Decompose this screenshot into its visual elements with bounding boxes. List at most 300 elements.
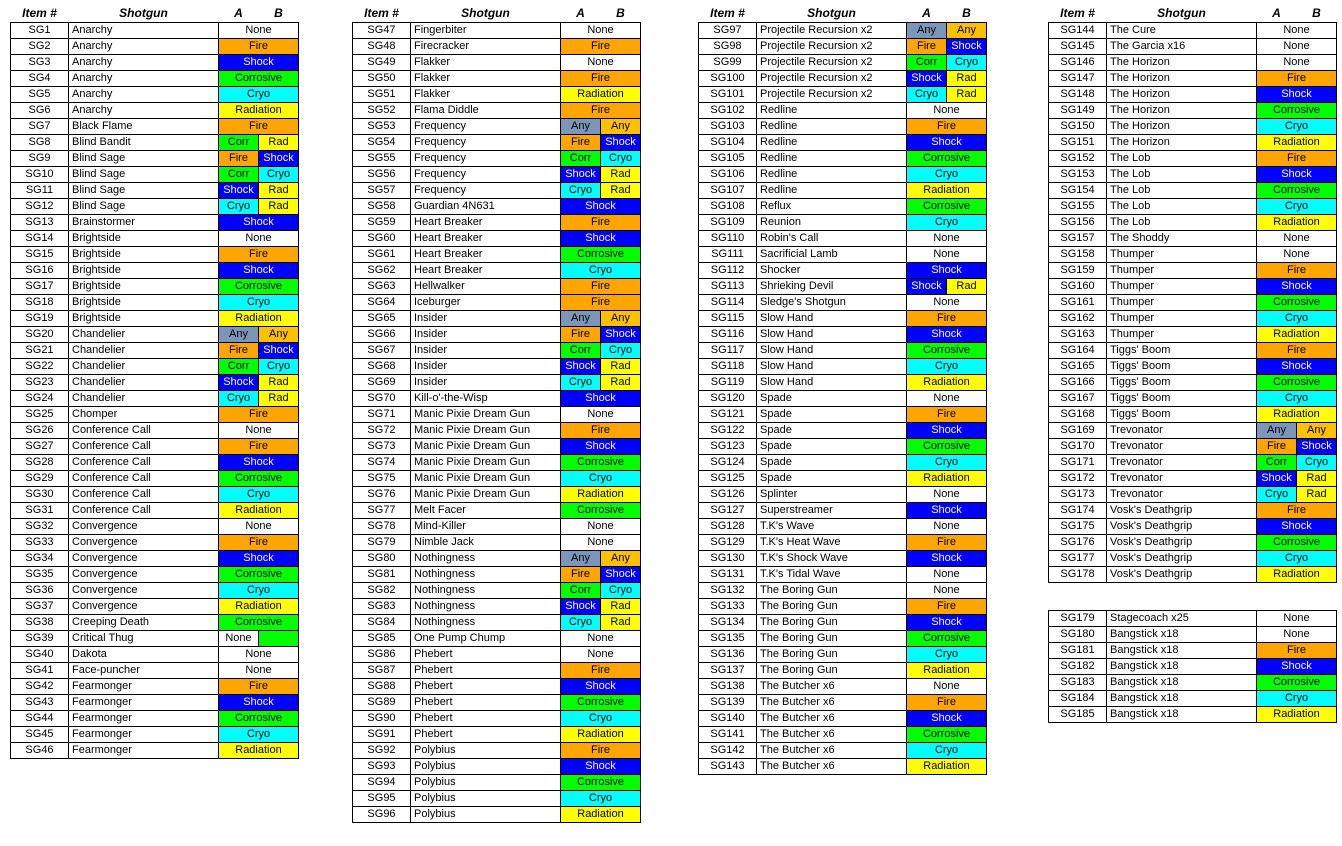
item-number-cell[interactable]: SG113 (699, 278, 757, 294)
item-number-cell[interactable]: SG138 (699, 678, 757, 694)
item-number-cell[interactable]: SG183 (1049, 675, 1107, 691)
shotgun-name-cell[interactable]: Tiggs' Boom (1107, 390, 1257, 406)
element-cell-fire[interactable]: Fire (219, 38, 299, 54)
item-number-cell[interactable]: SG92 (353, 742, 411, 758)
element-cell-cryo[interactable]: Cryo (561, 614, 601, 630)
element-cell-corrosive[interactable]: Corrosive (561, 454, 641, 470)
item-number-cell[interactable]: SG74 (353, 454, 411, 470)
shotgun-name-cell[interactable]: Polybius (411, 806, 561, 822)
shotgun-name-cell[interactable]: Fearmonger (69, 678, 219, 694)
shotgun-name-cell[interactable]: Convergence (69, 518, 219, 534)
item-number-cell[interactable]: SG169 (1049, 422, 1107, 438)
shotgun-name-cell[interactable]: Polybius (411, 758, 561, 774)
element-cell-corrosive[interactable]: Corrosive (219, 614, 299, 630)
item-number-cell[interactable]: SG127 (699, 502, 757, 518)
item-number-cell[interactable]: SG94 (353, 774, 411, 790)
element-cell-corrosive[interactable]: Corrosive (219, 278, 299, 294)
item-number-cell[interactable]: SG61 (353, 246, 411, 262)
item-number-cell[interactable]: SG128 (699, 518, 757, 534)
shotgun-name-cell[interactable]: Vosk's Deathgrip (1107, 502, 1257, 518)
item-number-cell[interactable]: SG149 (1049, 102, 1107, 118)
element-cell-shock[interactable]: Shock (947, 38, 987, 54)
shotgun-name-cell[interactable]: Redline (757, 134, 907, 150)
item-number-cell[interactable]: SG112 (699, 262, 757, 278)
element-cell-corrosive[interactable]: Corrosive (219, 470, 299, 486)
shotgun-name-cell[interactable]: T.K's Heat Wave (757, 534, 907, 550)
shotgun-name-cell[interactable]: Robin's Call (757, 230, 907, 246)
element-cell-cryo[interactable]: Cryo (1257, 390, 1337, 406)
item-number-cell[interactable]: SG124 (699, 454, 757, 470)
shotgun-name-cell[interactable]: The Lob (1107, 214, 1257, 230)
element-cell-any_b[interactable]: Any (259, 326, 299, 342)
element-cell-corrosive[interactable]: Corr (1257, 454, 1297, 470)
shotgun-name-cell[interactable]: Manic Pixie Dream Gun (411, 422, 561, 438)
item-number-cell[interactable]: SG63 (353, 278, 411, 294)
element-cell-corrosive[interactable]: Corrosive (1257, 102, 1337, 118)
shotgun-name-cell[interactable]: Fingerbiter (411, 22, 561, 38)
shotgun-name-cell[interactable]: Trevonator (1107, 422, 1257, 438)
shotgun-name-cell[interactable]: Frequency (411, 134, 561, 150)
item-number-cell[interactable]: SG98 (699, 38, 757, 54)
item-number-cell[interactable]: SG139 (699, 694, 757, 710)
element-cell-radiation[interactable]: Radiation (561, 486, 641, 502)
shotgun-name-cell[interactable]: Tiggs' Boom (1107, 342, 1257, 358)
item-number-cell[interactable]: SG172 (1049, 470, 1107, 486)
element-cell-fire[interactable]: Fire (561, 102, 641, 118)
column-header-element-a[interactable]: A (1257, 5, 1297, 22)
element-cell-cryo[interactable]: Cryo (601, 342, 641, 358)
element-cell-corrosive[interactable]: Corr (561, 582, 601, 598)
shotgun-name-cell[interactable]: Thumper (1107, 326, 1257, 342)
item-number-cell[interactable]: SG14 (11, 230, 69, 246)
shotgun-name-cell[interactable]: Conference Call (69, 502, 219, 518)
item-number-cell[interactable]: SG79 (353, 534, 411, 550)
item-number-cell[interactable]: SG168 (1049, 406, 1107, 422)
shotgun-name-cell[interactable]: T.K's Shock Wave (757, 550, 907, 566)
item-number-cell[interactable]: SG162 (1049, 310, 1107, 326)
element-cell-fire[interactable]: Fire (1257, 342, 1337, 358)
element-cell-corrosive[interactable]: Corrosive (561, 774, 641, 790)
item-number-cell[interactable]: SG108 (699, 198, 757, 214)
element-cell-cryo[interactable]: Cryo (259, 358, 299, 374)
shotgun-name-cell[interactable]: Slow Hand (757, 374, 907, 390)
element-cell-none[interactable]: None (907, 678, 987, 694)
element-cell-corrosive[interactable]: Corr (219, 358, 259, 374)
item-number-cell[interactable]: SG150 (1049, 118, 1107, 134)
shotgun-name-cell[interactable]: Thumper (1107, 294, 1257, 310)
shotgun-name-cell[interactable]: Flakker (411, 70, 561, 86)
shotgun-name-cell[interactable]: Manic Pixie Dream Gun (411, 470, 561, 486)
element-cell-shock[interactable]: Shock (561, 438, 641, 454)
shotgun-name-cell[interactable]: Frequency (411, 182, 561, 198)
element-cell-radiation[interactable]: Rad (947, 278, 987, 294)
element-cell-shock[interactable]: Shock (1257, 358, 1337, 374)
shotgun-name-cell[interactable]: Anarchy (69, 54, 219, 70)
element-cell-none[interactable]: None (219, 662, 299, 678)
item-number-cell[interactable]: SG102 (699, 102, 757, 118)
element-cell-shock[interactable]: Shock (1297, 438, 1337, 454)
element-cell-corrosive[interactable]: Corrosive (561, 246, 641, 262)
shotgun-name-cell[interactable]: Conference Call (69, 422, 219, 438)
shotgun-name-cell[interactable]: Projectile Recursion x2 (757, 54, 907, 70)
item-number-cell[interactable]: SG4 (11, 70, 69, 86)
shotgun-name-cell[interactable]: Redline (757, 182, 907, 198)
element-cell-cryo[interactable]: Cryo (259, 166, 299, 182)
item-number-cell[interactable]: SG135 (699, 630, 757, 646)
shotgun-name-cell[interactable]: Spade (757, 470, 907, 486)
item-number-cell[interactable]: SG86 (353, 646, 411, 662)
shotgun-name-cell[interactable]: Chandelier (69, 326, 219, 342)
item-number-cell[interactable]: SG179 (1049, 611, 1107, 627)
item-number-cell[interactable]: SG164 (1049, 342, 1107, 358)
element-cell-fire[interactable]: Fire (907, 38, 947, 54)
item-number-cell[interactable]: SG99 (699, 54, 757, 70)
item-number-cell[interactable]: SG129 (699, 534, 757, 550)
element-cell-corrosive[interactable]: Corr (219, 134, 259, 150)
shotgun-name-cell[interactable]: Redline (757, 118, 907, 134)
element-cell-corrosive[interactable]: Corr (219, 166, 259, 182)
element-cell-none[interactable]: None (1257, 38, 1337, 54)
element-cell-cryo[interactable]: Cryo (1297, 454, 1337, 470)
element-cell-any_b[interactable]: Any (601, 550, 641, 566)
shotgun-name-cell[interactable]: The Horizon (1107, 134, 1257, 150)
shotgun-name-cell[interactable]: Heart Breaker (411, 230, 561, 246)
item-number-cell[interactable]: SG120 (699, 390, 757, 406)
element-cell-cryo[interactable]: Cryo (1257, 550, 1337, 566)
element-cell-any_a[interactable]: Any (561, 118, 601, 134)
element-cell-radiation[interactable]: Radiation (907, 374, 987, 390)
shotgun-name-cell[interactable]: Vosk's Deathgrip (1107, 518, 1257, 534)
shotgun-name-cell[interactable]: Tiggs' Boom (1107, 406, 1257, 422)
element-cell-fire[interactable]: Fire (1257, 438, 1297, 454)
item-number-cell[interactable]: SG132 (699, 582, 757, 598)
column-header-element-b[interactable]: B (1297, 5, 1337, 22)
shotgun-name-cell[interactable]: The Boring Gun (757, 630, 907, 646)
shotgun-name-cell[interactable]: Trevonator (1107, 486, 1257, 502)
shotgun-name-cell[interactable]: Tiggs' Boom (1107, 374, 1257, 390)
item-number-cell[interactable]: SG160 (1049, 278, 1107, 294)
item-number-cell[interactable]: SG88 (353, 678, 411, 694)
shotgun-name-cell[interactable]: Nothingness (411, 582, 561, 598)
element-cell-none[interactable]: None (561, 22, 641, 38)
item-number-cell[interactable]: SG43 (11, 694, 69, 710)
column-header-item-number[interactable]: Item # (1049, 5, 1107, 22)
item-number-cell[interactable]: SG64 (353, 294, 411, 310)
shotgun-name-cell[interactable]: Conference Call (69, 486, 219, 502)
shotgun-name-cell[interactable]: The Boring Gun (757, 662, 907, 678)
element-cell-corrosive[interactable]: Corrosive (907, 630, 987, 646)
item-number-cell[interactable]: SG91 (353, 726, 411, 742)
element-cell-radiation[interactable]: Radiation (1257, 566, 1337, 582)
item-number-cell[interactable]: SG147 (1049, 70, 1107, 86)
item-number-cell[interactable]: SG131 (699, 566, 757, 582)
item-number-cell[interactable]: SG44 (11, 710, 69, 726)
element-cell-radiation[interactable]: Radiation (219, 598, 299, 614)
item-number-cell[interactable]: SG76 (353, 486, 411, 502)
item-number-cell[interactable]: SG121 (699, 406, 757, 422)
shotgun-name-cell[interactable]: Brightside (69, 294, 219, 310)
shotgun-name-cell[interactable]: Reflux (757, 198, 907, 214)
shotgun-name-cell[interactable]: Flakker (411, 54, 561, 70)
item-number-cell[interactable]: SG50 (353, 70, 411, 86)
item-number-cell[interactable]: SG100 (699, 70, 757, 86)
element-cell-shock[interactable]: Shock (561, 230, 641, 246)
shotgun-name-cell[interactable]: Projectile Recursion x2 (757, 38, 907, 54)
element-cell-radiation[interactable]: Rad (601, 182, 641, 198)
shotgun-name-cell[interactable]: Convergence (69, 550, 219, 566)
item-number-cell[interactable]: SG39 (11, 630, 69, 646)
shotgun-name-cell[interactable]: Phebert (411, 646, 561, 662)
element-cell-shock[interactable]: Shock (907, 614, 987, 630)
shotgun-name-cell[interactable]: Phebert (411, 662, 561, 678)
shotgun-name-cell[interactable]: Trevonator (1107, 438, 1257, 454)
shotgun-name-cell[interactable]: The Lob (1107, 182, 1257, 198)
element-cell-cryo[interactable]: Cryo (219, 294, 299, 310)
shotgun-name-cell[interactable]: Blind Sage (69, 150, 219, 166)
shotgun-name-cell[interactable]: One Pump Chump (411, 630, 561, 646)
item-number-cell[interactable]: SG107 (699, 182, 757, 198)
shotgun-name-cell[interactable]: Brainstormer (69, 214, 219, 230)
element-cell-none[interactable]: None (561, 406, 641, 422)
shotgun-name-cell[interactable]: The Boring Gun (757, 614, 907, 630)
item-number-cell[interactable]: SG22 (11, 358, 69, 374)
element-cell-any_b[interactable]: Any (1297, 422, 1337, 438)
shotgun-name-cell[interactable]: The Boring Gun (757, 646, 907, 662)
element-cell-corrosive[interactable]: Corrosive (907, 342, 987, 358)
element-cell-fire[interactable]: Fire (561, 422, 641, 438)
item-number-cell[interactable]: SG170 (1049, 438, 1107, 454)
item-number-cell[interactable]: SG47 (353, 22, 411, 38)
item-number-cell[interactable]: SG55 (353, 150, 411, 166)
element-cell-radiation[interactable]: Radiation (907, 758, 987, 774)
shotgun-name-cell[interactable]: Anarchy (69, 38, 219, 54)
element-cell-shock[interactable]: Shock (561, 166, 601, 182)
item-number-cell[interactable]: SG26 (11, 422, 69, 438)
item-number-cell[interactable]: SG11 (11, 182, 69, 198)
element-cell-corrosive[interactable]: Corrosive (1257, 294, 1337, 310)
shotgun-name-cell[interactable]: Phebert (411, 726, 561, 742)
item-number-cell[interactable]: SG78 (353, 518, 411, 534)
element-cell-corrosive[interactable]: Corr (907, 54, 947, 70)
element-cell-cryo[interactable]: Cryo (219, 390, 259, 406)
element-cell-none[interactable]: None (219, 646, 299, 662)
item-number-cell[interactable]: SG66 (353, 326, 411, 342)
element-cell-fire[interactable]: Fire (561, 294, 641, 310)
element-cell-cryo[interactable]: Cryo (907, 358, 987, 374)
element-cell-any_a[interactable]: Any (1257, 422, 1297, 438)
shotgun-name-cell[interactable]: Convergence (69, 582, 219, 598)
item-number-cell[interactable]: SG103 (699, 118, 757, 134)
element-cell-fire[interactable]: Fire (907, 694, 987, 710)
shotgun-name-cell[interactable]: Spade (757, 390, 907, 406)
element-cell-cryo[interactable]: Cryo (561, 790, 641, 806)
item-number-cell[interactable]: SG142 (699, 742, 757, 758)
element-cell-corrosive[interactable]: Corrosive (907, 198, 987, 214)
shotgun-name-cell[interactable]: Tiggs' Boom (1107, 358, 1257, 374)
shotgun-name-cell[interactable]: Blind Sage (69, 182, 219, 198)
element-cell-radiation[interactable]: Rad (601, 166, 641, 182)
shotgun-name-cell[interactable]: Conference Call (69, 470, 219, 486)
element-cell-corrosive[interactable]: Corr (561, 150, 601, 166)
item-number-cell[interactable]: SG32 (11, 518, 69, 534)
element-cell-fire[interactable]: Fire (561, 566, 601, 582)
element-cell-shock[interactable]: Shock (907, 326, 987, 342)
element-cell-radiation[interactable]: Radiation (1257, 326, 1337, 342)
column-header-element-a[interactable]: A (219, 5, 259, 22)
item-number-cell[interactable]: SG73 (353, 438, 411, 454)
shotgun-name-cell[interactable]: Spade (757, 406, 907, 422)
item-number-cell[interactable]: SG45 (11, 726, 69, 742)
element-cell-fire[interactable]: Fire (219, 246, 299, 262)
shotgun-name-cell[interactable]: Fearmonger (69, 742, 219, 758)
shotgun-name-cell[interactable]: Thumper (1107, 310, 1257, 326)
shotgun-name-cell[interactable]: Insider (411, 358, 561, 374)
element-cell-corrosive[interactable]: Corrosive (219, 70, 299, 86)
element-cell-radiation[interactable]: Rad (1297, 486, 1337, 502)
element-cell-radiation[interactable]: Rad (259, 182, 299, 198)
item-number-cell[interactable]: SG37 (11, 598, 69, 614)
column-header-element-b[interactable]: B (601, 5, 641, 22)
element-cell-corrosive[interactable] (259, 630, 299, 646)
shotgun-name-cell[interactable]: Trevonator (1107, 470, 1257, 486)
shotgun-name-cell[interactable]: Hellwalker (411, 278, 561, 294)
shotgun-name-cell[interactable]: Bangstick x18 (1107, 627, 1257, 643)
item-number-cell[interactable]: SG21 (11, 342, 69, 358)
element-cell-radiation[interactable]: Radiation (1257, 406, 1337, 422)
shotgun-name-cell[interactable]: The Horizon (1107, 86, 1257, 102)
element-cell-cryo[interactable]: Cryo (219, 726, 299, 742)
item-number-cell[interactable]: SG106 (699, 166, 757, 182)
item-number-cell[interactable]: SG31 (11, 502, 69, 518)
item-number-cell[interactable]: SG36 (11, 582, 69, 598)
shotgun-name-cell[interactable]: Face-puncher (69, 662, 219, 678)
element-cell-cryo[interactable]: Cryo (219, 486, 299, 502)
shotgun-name-cell[interactable]: The Horizon (1107, 118, 1257, 134)
element-cell-none[interactable]: None (219, 422, 299, 438)
shotgun-name-cell[interactable]: Blind Sage (69, 198, 219, 214)
shotgun-name-cell[interactable]: Brightside (69, 262, 219, 278)
shotgun-name-cell[interactable]: Phebert (411, 694, 561, 710)
element-cell-cryo[interactable]: Cryo (947, 54, 987, 70)
element-cell-none[interactable]: None (907, 518, 987, 534)
item-number-cell[interactable]: SG30 (11, 486, 69, 502)
element-cell-radiation[interactable]: Rad (601, 358, 641, 374)
element-cell-corrosive[interactable]: Corr (561, 342, 601, 358)
item-number-cell[interactable]: SG141 (699, 726, 757, 742)
shotgun-name-cell[interactable]: Manic Pixie Dream Gun (411, 454, 561, 470)
element-cell-fire[interactable]: Fire (907, 118, 987, 134)
item-number-cell[interactable]: SG158 (1049, 246, 1107, 262)
element-cell-none[interactable]: None (219, 230, 299, 246)
shotgun-name-cell[interactable]: Trevonator (1107, 454, 1257, 470)
shotgun-name-cell[interactable]: Insider (411, 310, 561, 326)
element-cell-radiation[interactable]: Rad (259, 198, 299, 214)
element-cell-none[interactable]: None (907, 566, 987, 582)
shotgun-name-cell[interactable]: Splinter (757, 486, 907, 502)
element-cell-shock[interactable]: Shock (1257, 659, 1337, 675)
element-cell-none[interactable]: None (1257, 611, 1337, 627)
element-cell-shock[interactable]: Shock (561, 198, 641, 214)
item-number-cell[interactable]: SG33 (11, 534, 69, 550)
item-number-cell[interactable]: SG130 (699, 550, 757, 566)
shotgun-name-cell[interactable]: Vosk's Deathgrip (1107, 534, 1257, 550)
shotgun-name-cell[interactable]: Dakota (69, 646, 219, 662)
shotgun-name-cell[interactable]: Heart Breaker (411, 214, 561, 230)
item-number-cell[interactable]: SG20 (11, 326, 69, 342)
column-header-element-a[interactable]: A (907, 5, 947, 22)
shotgun-name-cell[interactable]: Chandelier (69, 390, 219, 406)
element-cell-radiation[interactable]: Rad (1297, 470, 1337, 486)
element-cell-none[interactable]: None (561, 518, 641, 534)
item-number-cell[interactable]: SG49 (353, 54, 411, 70)
element-cell-none[interactable]: None (907, 102, 987, 118)
shotgun-name-cell[interactable]: The Horizon (1107, 70, 1257, 86)
element-cell-corrosive[interactable]: Corrosive (219, 710, 299, 726)
shotgun-name-cell[interactable]: Chandelier (69, 358, 219, 374)
element-cell-radiation[interactable]: Rad (601, 374, 641, 390)
item-number-cell[interactable]: SG177 (1049, 550, 1107, 566)
element-cell-fire[interactable]: Fire (219, 534, 299, 550)
element-cell-fire[interactable]: Fire (561, 70, 641, 86)
item-number-cell[interactable]: SG95 (353, 790, 411, 806)
shotgun-name-cell[interactable]: Manic Pixie Dream Gun (411, 486, 561, 502)
element-cell-cryo[interactable]: Cryo (601, 150, 641, 166)
shotgun-name-cell[interactable]: Slow Hand (757, 358, 907, 374)
element-cell-corrosive[interactable]: Corrosive (1257, 182, 1337, 198)
item-number-cell[interactable]: SG182 (1049, 659, 1107, 675)
shotgun-name-cell[interactable]: Projectile Recursion x2 (757, 22, 907, 38)
shotgun-name-cell[interactable]: Chomper (69, 406, 219, 422)
item-number-cell[interactable]: SG180 (1049, 627, 1107, 643)
element-cell-none[interactable]: None (219, 22, 299, 38)
element-cell-none[interactable]: None (907, 582, 987, 598)
item-number-cell[interactable]: SG174 (1049, 502, 1107, 518)
shotgun-name-cell[interactable]: Projectile Recursion x2 (757, 86, 907, 102)
shotgun-name-cell[interactable]: Chandelier (69, 342, 219, 358)
element-cell-radiation[interactable]: Radiation (219, 310, 299, 326)
element-cell-shock[interactable]: Shock (907, 70, 947, 86)
shotgun-name-cell[interactable]: Anarchy (69, 22, 219, 38)
shotgun-name-cell[interactable]: Firecracker (411, 38, 561, 54)
item-number-cell[interactable]: SG116 (699, 326, 757, 342)
element-cell-shock[interactable]: Shock (907, 262, 987, 278)
shotgun-name-cell[interactable]: Bangstick x18 (1107, 691, 1257, 707)
element-cell-radiation[interactable]: Radiation (1257, 214, 1337, 230)
item-number-cell[interactable]: SG89 (353, 694, 411, 710)
item-number-cell[interactable]: SG151 (1049, 134, 1107, 150)
element-cell-radiation[interactable]: Rad (947, 86, 987, 102)
item-number-cell[interactable]: SG140 (699, 710, 757, 726)
item-number-cell[interactable]: SG35 (11, 566, 69, 582)
element-cell-fire[interactable]: Fire (907, 310, 987, 326)
shotgun-name-cell[interactable]: Blind Bandit (69, 134, 219, 150)
shotgun-name-cell[interactable]: Phebert (411, 678, 561, 694)
shotgun-name-cell[interactable]: Insider (411, 326, 561, 342)
element-cell-radiation[interactable]: Radiation (219, 102, 299, 118)
item-number-cell[interactable]: SG77 (353, 502, 411, 518)
element-cell-fire[interactable]: Fire (219, 438, 299, 454)
element-cell-corrosive[interactable]: Corrosive (219, 566, 299, 582)
shotgun-name-cell[interactable]: Thumper (1107, 262, 1257, 278)
shotgun-name-cell[interactable]: T.K's Tidal Wave (757, 566, 907, 582)
element-cell-fire[interactable]: Fire (561, 38, 641, 54)
shotgun-name-cell[interactable]: Bangstick x18 (1107, 659, 1257, 675)
item-number-cell[interactable]: SG53 (353, 118, 411, 134)
shotgun-name-cell[interactable]: Mind-Killer (411, 518, 561, 534)
item-number-cell[interactable]: SG185 (1049, 707, 1107, 723)
element-cell-corrosive[interactable]: Corrosive (1257, 534, 1337, 550)
element-cell-none[interactable]: None (1257, 627, 1337, 643)
